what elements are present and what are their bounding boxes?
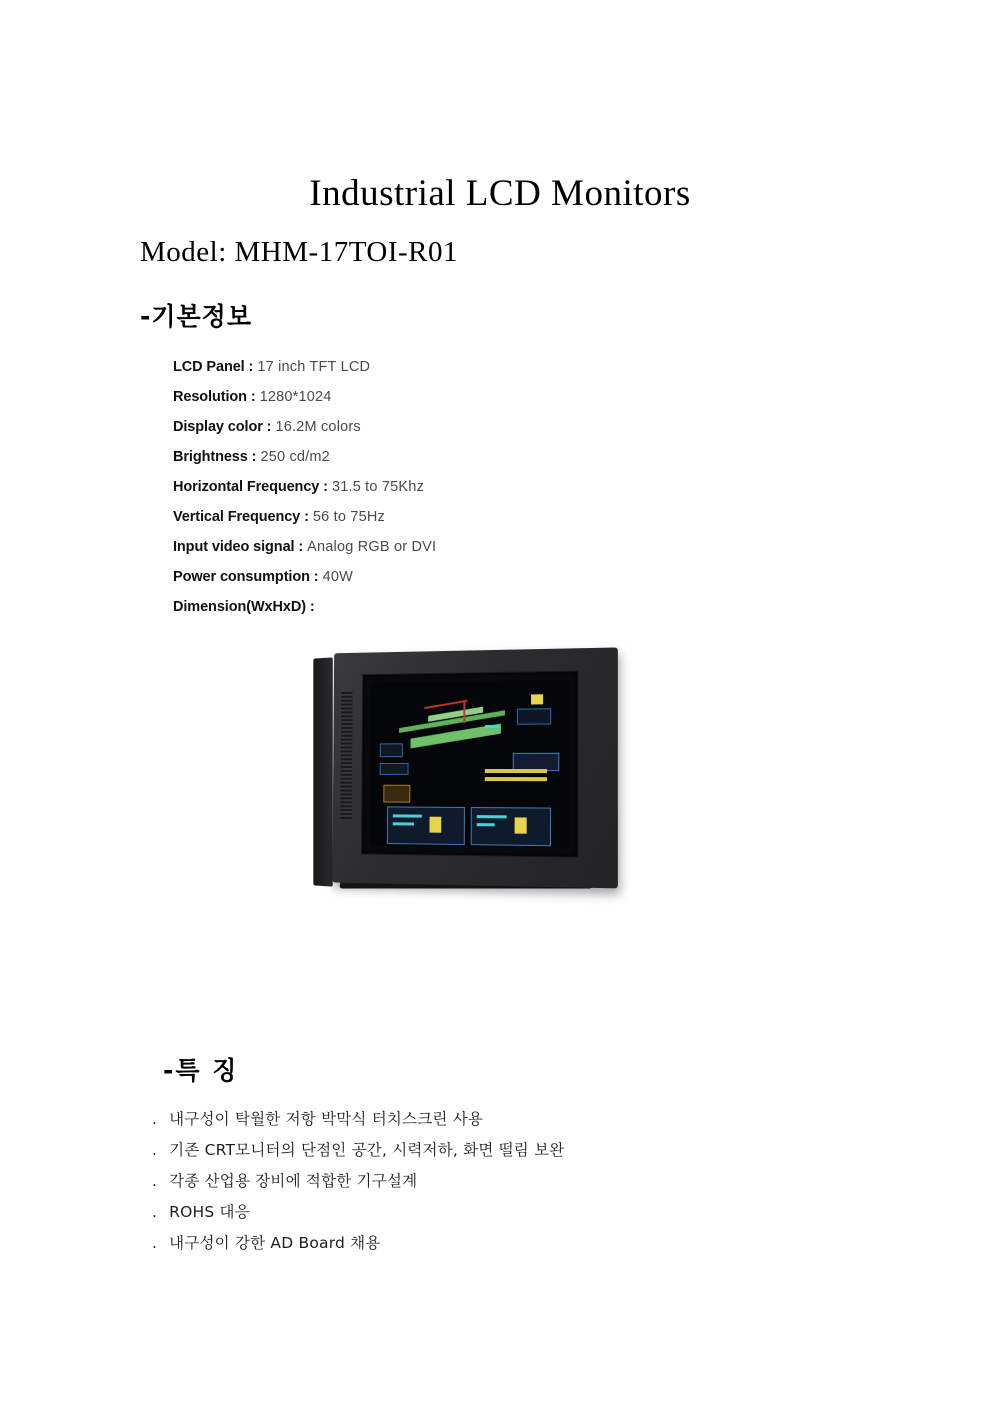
monitor-bezel bbox=[361, 671, 579, 858]
hmi-panel bbox=[517, 708, 551, 724]
hmi-panel bbox=[383, 785, 410, 803]
spec-label: Horizontal Frequency : bbox=[173, 479, 328, 495]
alarm-line bbox=[463, 701, 465, 723]
spec-label: LCD Panel : bbox=[173, 359, 254, 375]
section-heading-basic-info: -기본정보 bbox=[140, 302, 252, 331]
spec-value: 31.5 to 75Khz bbox=[331, 479, 425, 495]
list-item-label: 각종 산업용 장비에 적합한 기구설계 bbox=[169, 1172, 418, 1190]
page-title: Industrial LCD Monitors bbox=[309, 173, 691, 214]
spec-label: Vertical Frequency : bbox=[173, 509, 309, 525]
spec-value: 1280*1024 bbox=[259, 389, 332, 405]
trend-value bbox=[515, 817, 527, 833]
bullet-icon: . bbox=[152, 1141, 158, 1159]
sensor-indicator bbox=[485, 725, 499, 728]
product-photo bbox=[310, 650, 630, 915]
spec-value: 56 to 75Hz bbox=[312, 509, 385, 525]
trend-bar bbox=[393, 814, 422, 817]
monitor-screen bbox=[370, 680, 570, 849]
list-item bbox=[152, 1197, 852, 1228]
alarm-line bbox=[424, 700, 467, 709]
trend-value bbox=[429, 817, 441, 833]
spec-row bbox=[173, 562, 793, 592]
spec-row bbox=[173, 352, 793, 382]
spec-label: Resolution : bbox=[173, 389, 256, 405]
list-item-label: ROHS 대응 bbox=[169, 1203, 250, 1221]
trend-bar bbox=[477, 823, 495, 826]
spec-value: 17 inch TFT LCD bbox=[257, 359, 371, 375]
hmi-panel bbox=[380, 763, 409, 775]
spec-row bbox=[173, 502, 793, 532]
spec-list bbox=[173, 352, 793, 622]
status-lamp bbox=[531, 694, 543, 704]
spec-row bbox=[173, 532, 793, 562]
spec-value: Analog RGB or DVI bbox=[307, 539, 437, 555]
process-pipe bbox=[485, 777, 547, 781]
vent-grille-icon bbox=[340, 692, 352, 819]
bullet-icon: . bbox=[152, 1234, 158, 1252]
spec-label: Brightness : bbox=[173, 449, 257, 465]
list-item-label: 기존 CRT모니터의 단점인 공간, 시력저하, 화면 떨림 보완 bbox=[169, 1141, 565, 1159]
bullet-icon: . bbox=[152, 1110, 158, 1128]
spec-row bbox=[173, 442, 793, 472]
spec-value: 16.2M colors bbox=[275, 419, 361, 435]
process-pipe bbox=[485, 769, 547, 773]
monitor-side-panel bbox=[313, 657, 332, 886]
hmi-panel bbox=[380, 743, 403, 757]
trend-bar bbox=[393, 822, 414, 825]
spec-row bbox=[173, 472, 793, 502]
list-item-label: 내구성이 강한 AD Board 채용 bbox=[169, 1234, 381, 1252]
spec-row bbox=[173, 382, 793, 412]
spec-value: 40W bbox=[322, 569, 353, 585]
list-item bbox=[152, 1228, 852, 1259]
model-number: Model: MHM-17TOI-R01 bbox=[140, 236, 458, 268]
trend-panel bbox=[471, 807, 551, 846]
list-item bbox=[152, 1135, 852, 1166]
trend-panel bbox=[387, 806, 465, 845]
spec-label: Power consumption : bbox=[173, 569, 319, 585]
list-item bbox=[152, 1104, 852, 1135]
bullet-icon: . bbox=[152, 1203, 158, 1221]
trend-bar bbox=[477, 815, 507, 818]
spec-label: Dimension(WxHxD) : bbox=[173, 599, 315, 615]
spec-row bbox=[173, 412, 793, 442]
list-item bbox=[152, 1166, 852, 1197]
bullet-icon: . bbox=[152, 1172, 158, 1190]
spec-row bbox=[173, 592, 793, 622]
list-item-label: 내구성이 탁월한 저항 박막식 터치스크린 사용 bbox=[169, 1110, 484, 1128]
spec-label: Input video signal : bbox=[173, 539, 304, 555]
spec-value: 250 cd/m2 bbox=[260, 449, 330, 465]
spec-label: Display color : bbox=[173, 419, 272, 435]
monitor-body bbox=[332, 647, 618, 888]
section-heading-features: -특 징 bbox=[163, 1056, 239, 1085]
feature-list bbox=[152, 1104, 852, 1259]
